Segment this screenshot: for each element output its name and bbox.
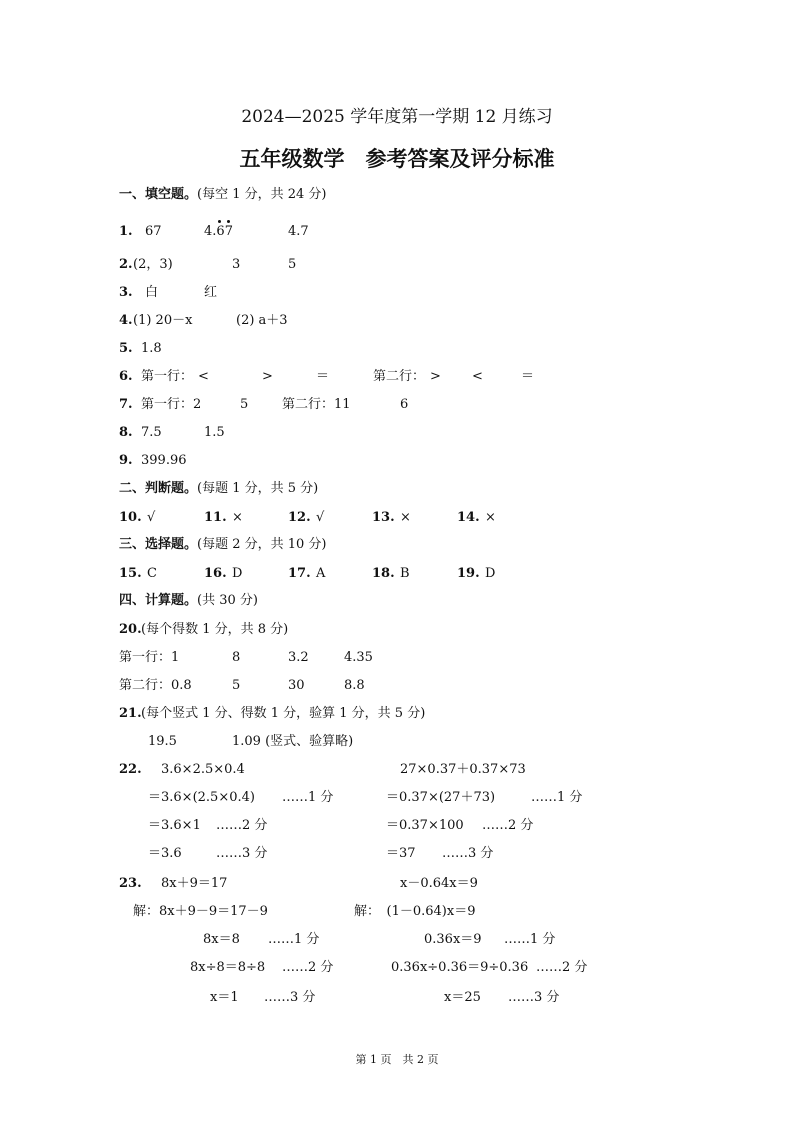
step: ＝37 xyxy=(386,846,416,861)
question-number: 15. xyxy=(119,566,142,581)
answer: 白 xyxy=(145,285,159,300)
row-label: 第一行： xyxy=(141,369,194,384)
answer: < xyxy=(472,369,483,384)
section-title: 二、判断题。 xyxy=(119,481,198,496)
page-footer: 第 1 页 共 2 页 xyxy=(355,1053,439,1066)
question-number: 13. xyxy=(372,510,395,525)
answer: > xyxy=(262,369,273,384)
step-score: ……2 分 xyxy=(482,818,534,833)
judgement-answer: √ xyxy=(316,510,325,525)
answer: 7.5 xyxy=(141,425,162,440)
step: ＝0.37×(27＋73) xyxy=(386,790,496,805)
answer: 5 xyxy=(288,257,297,272)
question-number: 20. xyxy=(119,622,142,637)
step-score: ……1 分 xyxy=(268,932,320,947)
section-fill-blank xyxy=(119,187,327,203)
section-title: 三、选择题。 xyxy=(119,537,198,552)
step-score: ……3 分 xyxy=(216,846,268,861)
choice-answer: D xyxy=(485,566,496,581)
equation: 8x＋9＝17 xyxy=(161,876,228,891)
question-note: (每个竖式 1 分、得数 1 分，验算 1 分，共 5 分) xyxy=(141,706,426,721)
section-note: (共 30 分) xyxy=(197,593,258,608)
question-number: 22. xyxy=(119,762,142,777)
equation: x－0.64x＝9 xyxy=(400,876,478,891)
question-number: 12. xyxy=(288,510,311,525)
expression: 3.6×2.5×0.4 xyxy=(161,762,245,777)
answer: 3.2 xyxy=(288,650,309,665)
question-number: 14. xyxy=(457,510,480,525)
step-score: ……3 分 xyxy=(264,990,316,1005)
question-number: 1. xyxy=(119,224,133,239)
question-number: 19. xyxy=(457,566,480,581)
question-number: 3. xyxy=(119,285,133,300)
step: ＝3.6×1 xyxy=(148,818,201,833)
judgement-answer: × xyxy=(232,510,243,525)
expression: 27×0.37＋0.37×73 xyxy=(400,762,526,777)
answer: 8 xyxy=(232,650,241,665)
question-number: 17. xyxy=(288,566,311,581)
section-multiple-choice xyxy=(119,537,327,553)
step-score: ……1 分 xyxy=(504,932,556,947)
answer: 5 xyxy=(240,397,249,412)
section-true-false xyxy=(119,481,318,497)
answer: > xyxy=(430,369,441,384)
question-number: 8. xyxy=(119,425,133,440)
step: ＝3.6×(2.5×0.4) xyxy=(148,790,255,805)
step: x＝25 xyxy=(444,990,481,1005)
answer: 4.35 xyxy=(344,650,373,665)
judgement-answer: × xyxy=(400,510,411,525)
step: x＝1 xyxy=(210,990,239,1005)
section-note: (每题 1 分，共 5 分) xyxy=(197,481,319,496)
step-score: ……1 分 xyxy=(531,790,583,805)
step-score: ……1 分 xyxy=(282,790,334,805)
answer-repeating-decimal: 4. 6 7 xyxy=(204,224,233,240)
step: 8x＝8 xyxy=(203,932,240,947)
question-note: (每个得数 1 分，共 8 分) xyxy=(141,622,289,637)
answer: 5 xyxy=(232,678,241,693)
judgement-answer: √ xyxy=(147,510,156,525)
judgement-answer: × xyxy=(485,510,496,525)
document-title: 2024—2025 学年度第一学期 12 月练习 xyxy=(241,107,553,127)
answer: 1.5 xyxy=(204,425,225,440)
row-label: 第二行：11 xyxy=(282,397,351,412)
question-number: 16. xyxy=(204,566,227,581)
question-number: 6. xyxy=(119,369,133,384)
repeat-dot-icon xyxy=(227,220,230,223)
step: ＝0.37×100 xyxy=(386,818,464,833)
row-label: 第二行：0.8 xyxy=(119,678,192,693)
answer: 1.09 (竖式、验算略) xyxy=(232,734,354,749)
question-number: 23. xyxy=(119,876,142,891)
section-calculation xyxy=(119,593,258,609)
answer: < xyxy=(198,369,209,384)
answer: (1) 20－x xyxy=(133,313,193,328)
question-number: 9. xyxy=(119,453,133,468)
choice-answer: B xyxy=(400,566,410,581)
answer: 6 xyxy=(400,397,409,412)
question-number: 5. xyxy=(119,341,133,356)
step: 0.36x÷0.36＝9÷0.36 xyxy=(391,960,529,975)
answer: 19.5 xyxy=(148,734,177,749)
step: 0.36x＝9 xyxy=(424,932,482,947)
question-number: 4. xyxy=(119,313,133,328)
section-note: (每题 2 分，共 10 分) xyxy=(197,537,327,552)
choice-answer: A xyxy=(316,566,326,581)
step-score: ……3 分 xyxy=(442,846,494,861)
question-number: 11. xyxy=(204,510,227,525)
row-label: 第二行： xyxy=(373,369,426,384)
answer: 红 xyxy=(204,285,218,300)
question-number: 7. xyxy=(119,397,133,412)
question-number: 21. xyxy=(119,706,142,721)
step-score: ……2 分 xyxy=(216,818,268,833)
question-number: 10. xyxy=(119,510,142,525)
step-score: ……3 分 xyxy=(508,990,560,1005)
answer: 1.8 xyxy=(141,341,162,356)
question-number: 18. xyxy=(372,566,395,581)
answer: 399.96 xyxy=(141,453,187,468)
answer: (2，3) xyxy=(133,257,173,272)
section-title: 四、计算题。 xyxy=(119,593,198,608)
step: 8x÷8＝8÷8 xyxy=(190,960,266,975)
answer: 4.7 xyxy=(288,224,309,239)
step-score: ……2 分 xyxy=(536,960,588,975)
answer: 3 xyxy=(232,257,241,272)
answer: ＝ xyxy=(316,369,330,384)
document-subtitle: 五年级数学 参考答案及评分标准 xyxy=(239,147,555,171)
choice-answer: D xyxy=(232,566,243,581)
repeat-dot-icon xyxy=(218,220,221,223)
answer: (2) a＋3 xyxy=(236,313,288,328)
section-note: (每空 1 分，共 24 分) xyxy=(197,187,327,202)
answer: ＝ xyxy=(521,369,535,384)
answer: 30 xyxy=(288,678,305,693)
step-score: ……2 分 xyxy=(282,960,334,975)
row-label: 第一行：2 xyxy=(141,397,202,412)
question-number: 2. xyxy=(119,257,133,272)
choice-answer: C xyxy=(147,566,157,581)
answer: 67 xyxy=(145,224,162,239)
answer: 8.8 xyxy=(344,678,365,693)
row-label: 第一行：1 xyxy=(119,650,180,665)
section-title: 一、填空题。 xyxy=(119,187,198,202)
step: ＝3.6 xyxy=(148,846,182,861)
step: 解：8x＋9－9＝17－9 xyxy=(133,904,268,919)
step: 解： (1－0.64)x＝9 xyxy=(354,904,476,919)
